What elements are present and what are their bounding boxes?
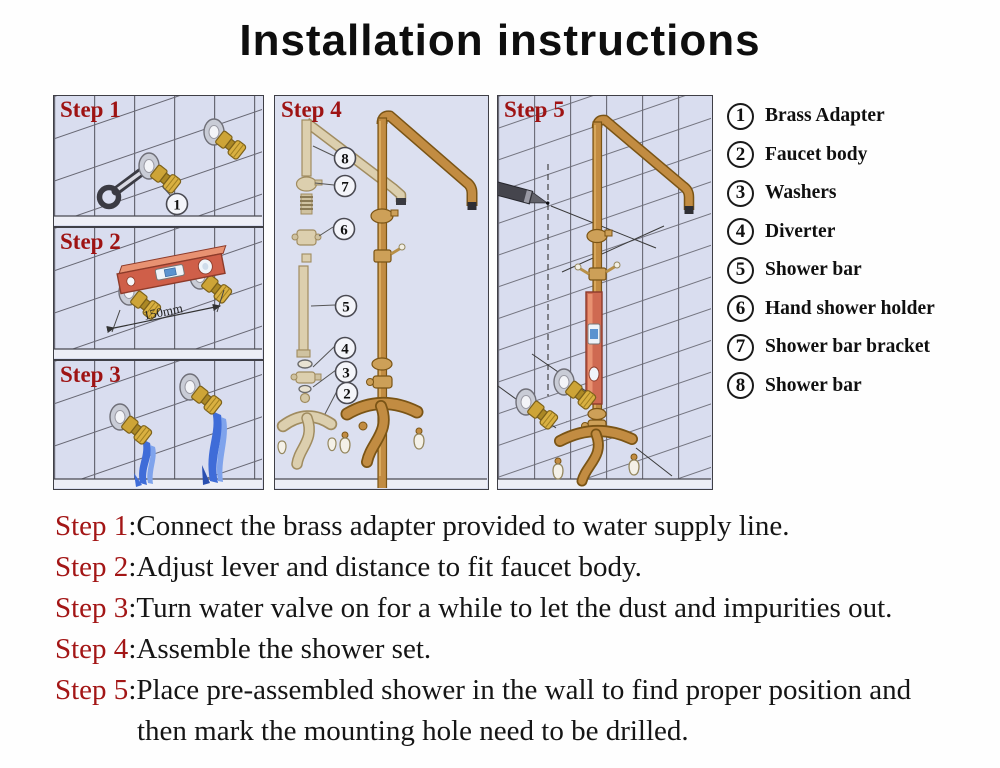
legend-item-label: Brass Adapter xyxy=(765,105,885,126)
legend-item-label: Diverter xyxy=(765,220,836,242)
instruction-line xyxy=(55,510,975,551)
legend-item xyxy=(727,179,935,207)
step5-diagram xyxy=(498,96,711,488)
panel-step-1 xyxy=(53,95,264,227)
legend-item xyxy=(727,333,935,361)
callout-badge-1 xyxy=(167,194,188,215)
instruction-text: then mark the mounting hole need to be drilled. xyxy=(137,715,689,747)
legend-number-badge: 5 xyxy=(727,257,754,284)
instruction-text: :Assemble the shower set. xyxy=(128,633,432,665)
legend-item-label: Faucet body xyxy=(765,143,868,165)
legend-item xyxy=(727,102,935,130)
step1-label: Step 1 xyxy=(60,97,121,122)
legend-item-label: Shower bar xyxy=(765,374,862,396)
page-title: Installation instructions xyxy=(239,16,761,65)
legend-number-badge: 6 xyxy=(727,295,754,322)
instruction-step-label: Step 1 xyxy=(55,510,129,542)
instruction-text: :Adjust lever and distance to fit faucet body. xyxy=(128,551,642,583)
panel-step-2 xyxy=(53,227,264,360)
legend-item xyxy=(727,372,935,400)
legend-item xyxy=(727,256,935,284)
svg-text:1: 1 xyxy=(173,197,181,214)
svg-text:7: 7 xyxy=(341,179,349,196)
legend xyxy=(727,102,935,410)
instruction-text: :Place pre-assembled shower in the wall to find proper position and xyxy=(128,674,912,706)
instruction-step-label: Step 2 xyxy=(55,551,129,583)
legend-item-label: Shower bar xyxy=(765,259,862,280)
svg-text:150mm: 150mm xyxy=(142,300,185,323)
instruction-line xyxy=(55,674,975,715)
instruction-text: :Turn water valve on for a while to let the dust and impurities out. xyxy=(128,592,893,624)
svg-text:4: 4 xyxy=(341,341,349,358)
instruction-line xyxy=(55,633,975,674)
legend-number-badge: 1 xyxy=(727,103,754,130)
legend-item-label: Washers xyxy=(765,182,837,203)
svg-text:5: 5 xyxy=(342,299,350,316)
svg-text:2: 2 xyxy=(343,386,351,403)
legend-number-badge: 4 xyxy=(727,218,754,245)
legend-item xyxy=(727,295,935,323)
legend-number-badge: 3 xyxy=(727,180,754,207)
legend-item xyxy=(727,141,935,169)
step4-diagram xyxy=(275,96,487,488)
step3-label: Step 3 xyxy=(60,362,121,387)
spirit-level-icon xyxy=(586,292,602,404)
instruction-line xyxy=(55,551,975,592)
step5-label: Step 5 xyxy=(504,97,565,122)
instruction-step-label: Step 3 xyxy=(55,592,129,624)
instruction-line xyxy=(55,592,975,633)
instruction-step-label: Step 5 xyxy=(55,674,129,706)
panel-step-4 xyxy=(274,95,489,490)
instructions xyxy=(55,510,975,756)
instruction-line xyxy=(137,715,975,756)
step4-label: Step 4 xyxy=(281,97,342,122)
instruction-step-label: Step 4 xyxy=(55,633,129,665)
legend-number-badge: 2 xyxy=(727,141,754,168)
instruction-text: :Connect the brass adapter provided to water supply line. xyxy=(128,510,790,542)
panel-step-5 xyxy=(497,95,713,490)
svg-text:8: 8 xyxy=(341,151,349,168)
svg-text:6: 6 xyxy=(340,222,348,239)
svg-text:3: 3 xyxy=(342,365,350,382)
legend-item-label: Shower bar bracket xyxy=(765,336,931,357)
legend-item xyxy=(727,218,935,246)
step2-label: Step 2 xyxy=(60,229,121,254)
legend-number-badge: 7 xyxy=(727,334,754,361)
legend-item-label: Hand shower holder xyxy=(765,297,935,319)
panel-step-3 xyxy=(53,360,264,490)
legend-number-badge: 8 xyxy=(727,372,754,399)
